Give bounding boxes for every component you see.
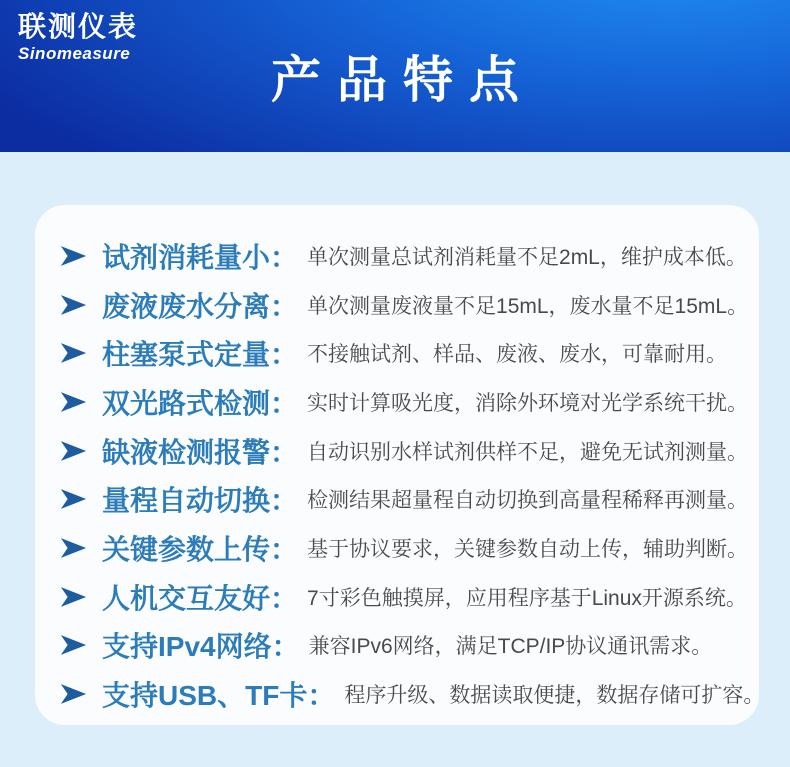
feature-description: 实时计算吸光度，消除外环境对光学系统干扰。 bbox=[307, 391, 749, 415]
feature-description: 程序升级、数据读取便捷，数据存储可扩容。 bbox=[344, 683, 765, 707]
feature-description: 单次测量废液量不足15mL，废水量不足15mL。 bbox=[307, 294, 749, 318]
feature-title: 量程自动切换： bbox=[102, 485, 299, 517]
feature-row bbox=[60, 482, 749, 517]
arrow-right-icon bbox=[60, 537, 87, 559]
arrow-right-icon bbox=[60, 440, 87, 462]
feature-row bbox=[60, 239, 747, 273]
feature-title: 关键参数上传： bbox=[102, 533, 299, 565]
arrow-right-icon bbox=[60, 488, 87, 510]
feature-description: 7寸彩色触摸屏，应用程序基于Linux开源系统。 bbox=[307, 586, 747, 610]
feature-row bbox=[60, 580, 747, 614]
feature-row bbox=[60, 288, 749, 322]
arrow-right-icon bbox=[60, 245, 87, 267]
arrow-right-icon bbox=[60, 294, 87, 316]
feature-row bbox=[60, 385, 749, 419]
header-banner bbox=[0, 0, 790, 152]
brand-logo-english: Sinomeasure bbox=[18, 43, 131, 63]
brand-logo bbox=[18, 12, 138, 63]
feature-row bbox=[60, 628, 741, 662]
feature-row bbox=[60, 434, 749, 468]
feature-description: 基于协议要求，关键参数自动上传，辅助判断。 bbox=[307, 537, 749, 561]
feature-row bbox=[60, 336, 741, 370]
content-area bbox=[0, 152, 790, 725]
feature-row bbox=[60, 677, 765, 711]
feature-description: 单次测量总试剂消耗量不足2mL，维护成本低。 bbox=[307, 246, 747, 269]
page-title: 产品特点 bbox=[271, 52, 535, 108]
feature-title: 废液废水分离： bbox=[102, 290, 299, 322]
arrow-right-icon bbox=[60, 342, 87, 364]
feature-title: 支持USB、TF卡： bbox=[102, 679, 336, 711]
feature-title: 缺液检测报警： bbox=[102, 436, 299, 468]
arrow-right-icon bbox=[60, 391, 87, 413]
feature-title: 支持IPv4网络： bbox=[102, 631, 300, 663]
feature-description: 兼容IPv6网络，满足TCP/IP协议通讯需求。 bbox=[308, 635, 713, 659]
arrow-right-icon bbox=[60, 586, 87, 608]
feature-description: 不接触试剂、样品、废液、废水，可靠耐用。 bbox=[307, 343, 728, 367]
brand-logo-chinese: 联测仪表 bbox=[18, 11, 139, 42]
feature-title: 人机交互友好： bbox=[102, 582, 299, 614]
feature-description: 自动识别水样试剂供样不足，避免无试剂测量。 bbox=[307, 440, 749, 464]
feature-description: 检测结果超量程自动切换到高量程稀释再测量。 bbox=[307, 489, 749, 513]
feature-title: 双光路式检测： bbox=[102, 387, 299, 419]
feature-title: 试剂消耗量小： bbox=[102, 242, 299, 273]
feature-row bbox=[60, 531, 749, 565]
feature-title: 柱塞泵式定量： bbox=[102, 339, 299, 371]
arrow-right-icon bbox=[60, 634, 87, 656]
features-card bbox=[35, 205, 765, 725]
arrow-right-icon bbox=[60, 683, 87, 705]
